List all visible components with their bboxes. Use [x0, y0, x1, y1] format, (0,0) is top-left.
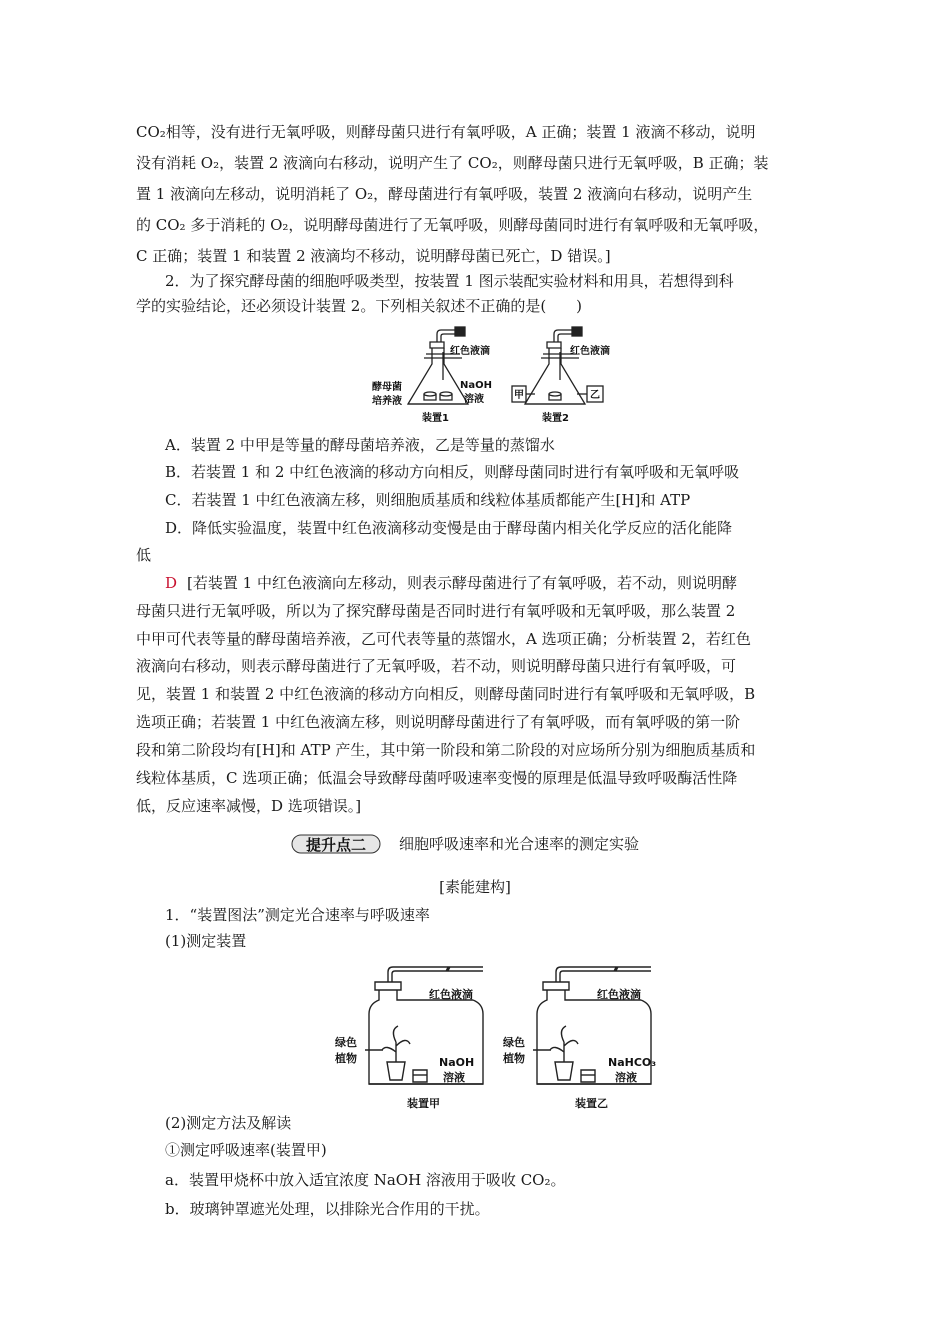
option-c: C．若装置 1 中红色液滴左移，则细胞质基质和线粒体基质都能产生[H]和 ATP	[165, 491, 691, 509]
paragraph-line: C 正确；装置 1 和装置 2 液滴均不移动，说明酵母菌已死亡，D 错误。]	[136, 247, 611, 265]
jia-label: 甲	[514, 390, 524, 401]
explanation-line: 线粒体基质，C 选项正确；低温会导致酵母菌呼吸速率变慢的原理是低温导致呼吸酶活性降	[136, 769, 738, 787]
naoh-label: NaOH	[460, 380, 492, 391]
paragraph-line: CO₂相等，没有进行无氧呼吸，则酵母菌只进行有氧呼吸，A 正确；装置 1 液滴不移动，说明	[136, 123, 756, 141]
apparatus-caption: 装置2	[542, 413, 569, 424]
paragraph-line: 置 1 液滴向左移动，说明消耗了 O₂，酵母菌进行有氧呼吸，装置 2 液滴向右移动，说明产生	[136, 185, 753, 203]
apparatus-caption: 装置甲	[407, 1097, 440, 1110]
apparatus-caption: 装置1	[422, 413, 449, 424]
explanation-line: 选项正确；若装置 1 中红色液滴左移，则说明酵母菌进行了有氧呼吸，而有氧呼吸的第一阶	[136, 713, 741, 731]
bell-jar-figure	[325, 962, 680, 1112]
section-badge	[290, 831, 382, 857]
question-stem-line: 2．为了探究酵母菌的细胞呼吸类型，按装置 1 图示装配实验材料和用具，若想得到科	[165, 272, 734, 290]
item-subheading: (1)测定装置	[165, 932, 247, 950]
explanation-line: 段和第二阶段均有[H]和 ATP 产生，其中第一阶段和第二阶段的对应场所分别为细胞质基质和	[136, 741, 756, 759]
green-plant-label: 绿色	[503, 1036, 525, 1049]
red-drop-label: 红色液滴	[597, 988, 641, 1001]
option-a: A．装置 2 中甲是等量的酵母菌培养液，乙是等量的蒸馏水	[165, 436, 555, 454]
explanation-line: 见，装置 1 和装置 2 中红色液滴的移动方向相反，则酵母菌同时进行有氧呼吸和无氧呼吸，B	[136, 685, 756, 703]
nahco3-label: NaHCO₃	[608, 1056, 657, 1069]
yeast-culture-label: 酵母菌	[372, 382, 402, 393]
green-plant-label: 绿色	[335, 1036, 357, 1049]
explanation-text: [若装置 1 中红色液滴向左移动，则表示酵母菌进行了有氧呼吸，若不动，则说明酵	[187, 574, 737, 592]
option-d: D．降低实验温度，装置中红色液滴移动变慢是由于酵母菌内相关化学反应的活化能降	[165, 519, 733, 537]
red-drop-label: 红色液滴	[570, 346, 610, 357]
paragraph-line: 的 CO₂ 多于消耗的 O₂，说明酵母菌进行了无氧呼吸，则酵母菌同时进行有氧呼吸和无氧呼吸，	[136, 216, 769, 234]
apparatus-caption: 装置乙	[575, 1097, 608, 1110]
method-item: b．玻璃钟罩遮光处理，以排除光合作用的干扰。	[165, 1200, 490, 1218]
answer-line	[165, 573, 737, 593]
item-heading: 1．“装置图法”测定光合速率与呼吸速率	[165, 906, 430, 924]
explanation-line: 母菌只进行无氧呼吸，所以为了探究酵母菌是否同时进行有氧呼吸和无氧呼吸，那么装置 2	[136, 602, 736, 620]
naoh-label: 溶液	[464, 394, 484, 405]
naoh-label: 溶液	[443, 1071, 465, 1084]
method-item: a．装置甲烧杯中放入适宜浓度 NaOH 溶液用于吸收 CO₂。	[165, 1171, 566, 1189]
question-stem-line: 学的实验结论，还必须设计装置 2。下列相关叙述不正确的是( )	[136, 297, 583, 315]
option-d-continued: 低	[136, 546, 152, 564]
section-title: 细胞呼吸速率和光合速率的测定实验	[399, 835, 640, 853]
yeast-culture-label: 培养液	[372, 396, 402, 407]
method-heading: (2)测定方法及解读	[165, 1114, 292, 1132]
naoh-label: NaOH	[439, 1056, 475, 1069]
section-badge-text: 提升点二	[305, 836, 367, 854]
green-plant-label: 植物	[503, 1052, 525, 1065]
yeast-apparatus-figure	[360, 322, 640, 428]
method-item: ①测定呼吸速率(装置甲)	[165, 1141, 327, 1159]
red-drop-label: 红色液滴	[429, 988, 473, 1001]
green-plant-label: 植物	[335, 1052, 357, 1065]
option-b: B．若装置 1 和 2 中红色液滴的移动方向相反，则酵母菌同时进行有氧呼吸和无氧呼吸	[165, 463, 740, 481]
explanation-line: 液滴向右移动，则表示酵母菌进行了无氧呼吸，若不动，则说明酵母菌只进行有氧呼吸，可	[136, 657, 737, 675]
subheading: [素能建构]	[439, 878, 511, 896]
answer-letter: D	[165, 574, 178, 592]
nahco3-label: 溶液	[615, 1071, 637, 1084]
yi-label: 乙	[590, 390, 600, 401]
paragraph-line: 没有消耗 O₂，装置 2 液滴向右移动，说明产生了 CO₂，则酵母菌只进行无氧呼吸，B 正确；装	[136, 154, 769, 172]
explanation-line: 中甲可代表等量的酵母菌培养液，乙可代表等量的蒸馏水，A 选项正确；分析装置 2，若红色	[136, 630, 751, 648]
explanation-line: 低，反应速率减慢，D 选项错误。]	[136, 797, 362, 815]
red-drop-label: 红色液滴	[450, 346, 490, 357]
